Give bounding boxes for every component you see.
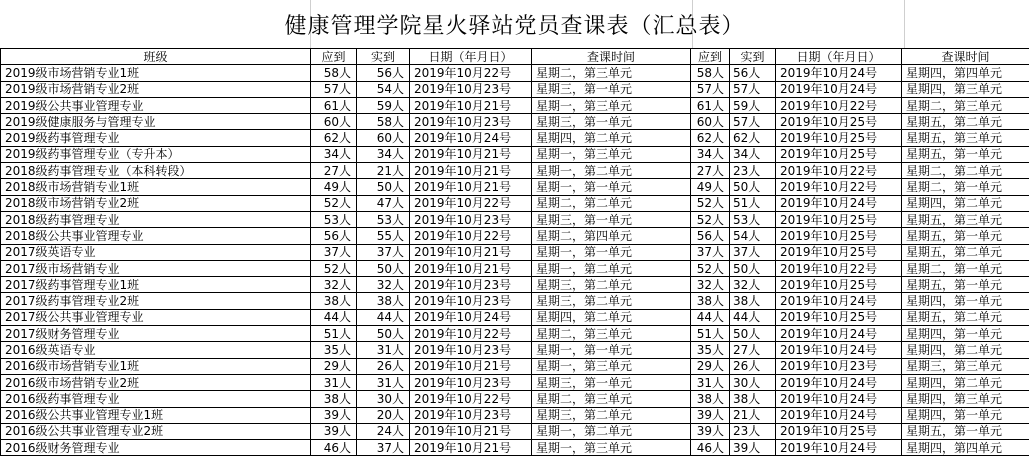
cell-check-time-2[interactable]: 星期四，第二单元: [902, 374, 1029, 390]
cell-expected[interactable]: 31人: [311, 374, 357, 390]
cell-expected-2[interactable]: 38人: [691, 391, 730, 407]
cell-date[interactable]: 2019年10月21号: [410, 163, 532, 179]
cell-actual-2[interactable]: 51人: [730, 195, 776, 211]
cell-expected-2[interactable]: 37人: [691, 244, 730, 260]
table-row: [1, 97, 1029, 113]
cell-check-time-2[interactable]: 星期五，第一单元: [902, 423, 1029, 439]
cell-actual-2[interactable]: 57人: [730, 114, 776, 130]
cell-actual[interactable]: 59人: [357, 97, 410, 113]
cell-actual[interactable]: 56人: [357, 65, 410, 81]
table-row: [1, 211, 1029, 227]
cell-date-2[interactable]: 2019年10月22号: [776, 260, 902, 276]
table-row: [1, 358, 1029, 374]
cell-date[interactable]: 2019年10月21号: [410, 146, 532, 162]
cell-actual[interactable]: 54人: [357, 81, 410, 97]
cell-expected[interactable]: 39人: [311, 407, 357, 423]
cell-check-time-2[interactable]: 星期二，第一单元: [902, 260, 1029, 276]
cell-check-time-2[interactable]: 星期五，第二单元: [902, 309, 1029, 325]
cell-expected[interactable]: 60人: [311, 114, 357, 130]
cell-actual-2[interactable]: 23人: [730, 423, 776, 439]
cell-date[interactable]: 2019年10月23号: [410, 277, 532, 293]
cell-expected-2[interactable]: 52人: [691, 211, 730, 227]
cell-check-time-2[interactable]: 星期四，第三单元: [902, 391, 1029, 407]
cell-expected-2[interactable]: 38人: [691, 293, 730, 309]
cell-check-time-2[interactable]: 星期四，第二单元: [902, 195, 1029, 211]
cell-expected-2[interactable]: 39人: [691, 407, 730, 423]
cell-date-2[interactable]: 2019年10月25号: [776, 114, 902, 130]
cell-class[interactable]: 2018级公共事业管理专业: [1, 228, 311, 244]
cell-date[interactable]: 2019年10月23号: [410, 407, 532, 423]
header-actual-2[interactable]: 实到: [730, 49, 776, 65]
cell-expected-2[interactable]: 62人: [691, 130, 730, 146]
cell-check-time-2[interactable]: 星期二，第三单元: [902, 97, 1029, 113]
cell-date[interactable]: 2019年10月22号: [410, 326, 532, 342]
cell-actual[interactable]: 31人: [357, 342, 410, 358]
cell-expected[interactable]: 49人: [311, 179, 357, 195]
cell-class[interactable]: 2017级英语专业: [1, 244, 311, 260]
cell-class[interactable]: 2016级市场营销专业2班: [1, 374, 311, 390]
table-row: [1, 374, 1029, 390]
cell-expected-2[interactable]: 60人: [691, 114, 730, 130]
table-row: [1, 309, 1029, 325]
cell-actual[interactable]: 44人: [357, 309, 410, 325]
cell-actual-2[interactable]: 39人: [730, 440, 776, 456]
cell-actual[interactable]: 34人: [357, 146, 410, 162]
header-date[interactable]: 日期（年月日）: [410, 49, 532, 65]
table-row: [1, 195, 1029, 211]
cell-class[interactable]: 2019级药事管理专业: [1, 130, 311, 146]
cell-expected-2[interactable]: 52人: [691, 260, 730, 276]
cell-check-time-2[interactable]: 星期四，第四单元: [902, 65, 1029, 81]
cell-check-time[interactable]: 星期四，第二单元: [532, 309, 691, 325]
cell-expected[interactable]: 34人: [311, 146, 357, 162]
cell-class[interactable]: 2017级药事管理专业2班: [1, 293, 311, 309]
cell-expected[interactable]: 53人: [311, 211, 357, 227]
sheet-title: 健康管理学院星火驿站党员查课表（汇总表）: [0, 0, 1029, 49]
cell-actual[interactable]: 55人: [357, 228, 410, 244]
cell-date[interactable]: 2019年10月22号: [410, 391, 532, 407]
cell-check-time-2[interactable]: 星期四，第四单元: [902, 440, 1029, 456]
cell-actual[interactable]: 60人: [357, 130, 410, 146]
cell-actual-2[interactable]: 38人: [730, 391, 776, 407]
cell-date[interactable]: 2019年10月23号: [410, 374, 532, 390]
cell-actual-2[interactable]: 27人: [730, 342, 776, 358]
cell-actual-2[interactable]: 23人: [730, 163, 776, 179]
cell-expected-2[interactable]: 51人: [691, 326, 730, 342]
cell-check-time-2[interactable]: 星期五，第一单元: [902, 146, 1029, 162]
cell-check-time[interactable]: 星期一，第三单元: [532, 146, 691, 162]
cell-expected[interactable]: 46人: [311, 440, 357, 456]
cell-expected[interactable]: 51人: [311, 326, 357, 342]
cell-expected-2[interactable]: 52人: [691, 195, 730, 211]
cell-date-2[interactable]: 2019年10月25号: [776, 228, 902, 244]
cell-check-time[interactable]: 星期一，第二单元: [532, 260, 691, 276]
cell-date[interactable]: 2019年10月22号: [410, 195, 532, 211]
table-body: [1, 65, 1029, 456]
cell-actual[interactable]: 32人: [357, 277, 410, 293]
cell-check-time[interactable]: 星期三，第一单元: [532, 81, 691, 97]
cell-actual-2[interactable]: 21人: [730, 407, 776, 423]
cell-expected[interactable]: 44人: [311, 309, 357, 325]
table-row: [1, 130, 1029, 146]
cell-check-time-2[interactable]: 星期二，第二单元: [902, 163, 1029, 179]
cell-class[interactable]: 2016级市场营销专业1班: [1, 358, 311, 374]
cell-check-time-2[interactable]: 星期五，第一单元: [902, 277, 1029, 293]
table-header-row: [1, 49, 1029, 65]
cell-date[interactable]: 2019年10月23号: [410, 342, 532, 358]
cell-date-2[interactable]: 2019年10月25号: [776, 309, 902, 325]
cell-date[interactable]: 2019年10月23号: [410, 114, 532, 130]
header-check-time[interactable]: 查课时间: [532, 49, 691, 65]
table-row: [1, 260, 1029, 276]
cell-date-2[interactable]: 2019年10月24号: [776, 81, 902, 97]
cell-expected[interactable]: 38人: [311, 391, 357, 407]
cell-actual-2[interactable]: 26人: [730, 358, 776, 374]
cell-date[interactable]: 2019年10月21号: [410, 179, 532, 195]
cell-actual-2[interactable]: 44人: [730, 309, 776, 325]
cell-actual-2[interactable]: 38人: [730, 293, 776, 309]
cell-expected-2[interactable]: 44人: [691, 309, 730, 325]
cell-check-time-2[interactable]: 星期四，第一单元: [902, 407, 1029, 423]
cell-class[interactable]: 2016级药事管理专业: [1, 391, 311, 407]
cell-actual-2[interactable]: 37人: [730, 244, 776, 260]
cell-class[interactable]: 2018级药事管理专业: [1, 211, 311, 227]
cell-date-2[interactable]: 2019年10月24号: [776, 65, 902, 81]
cell-check-time[interactable]: 星期三，第二单元: [532, 293, 691, 309]
cell-expected-2[interactable]: 35人: [691, 342, 730, 358]
cell-class[interactable]: 2017级财务管理专业: [1, 326, 311, 342]
cell-actual[interactable]: 53人: [357, 211, 410, 227]
cell-check-time[interactable]: 星期三，第一单元: [532, 211, 691, 227]
cell-check-time[interactable]: 星期二，第三单元: [532, 391, 691, 407]
cell-actual-2[interactable]: 34人: [730, 146, 776, 162]
cell-date-2[interactable]: 2019年10月24号: [776, 440, 902, 456]
header-expected-2[interactable]: 应到: [691, 49, 730, 65]
cell-actual-2[interactable]: 30人: [730, 374, 776, 390]
table-row: [1, 179, 1029, 195]
cell-date[interactable]: 2019年10月24号: [410, 309, 532, 325]
cell-class[interactable]: 2019级市场营销专业1班: [1, 65, 311, 81]
table-row: [1, 277, 1029, 293]
cell-check-time-2[interactable]: 星期五，第三单元: [902, 130, 1029, 146]
cell-expected-2[interactable]: 39人: [691, 423, 730, 439]
cell-actual[interactable]: 50人: [357, 260, 410, 276]
cell-expected-2[interactable]: 46人: [691, 440, 730, 456]
cell-class[interactable]: 2016级英语专业: [1, 342, 311, 358]
cell-date[interactable]: 2019年10月22号: [410, 228, 532, 244]
cell-expected-2[interactable]: 49人: [691, 179, 730, 195]
table-row: [1, 440, 1029, 456]
cell-class[interactable]: 2018级市场营销专业1班: [1, 179, 311, 195]
cell-date[interactable]: 2019年10月21号: [410, 440, 532, 456]
cell-date-2[interactable]: 2019年10月24号: [776, 195, 902, 211]
table-row: [1, 146, 1029, 162]
cell-class[interactable]: 2018级药事管理专业（本科转段）: [1, 163, 311, 179]
cell-expected-2[interactable]: 27人: [691, 163, 730, 179]
table-row: [1, 114, 1029, 130]
cell-date[interactable]: 2019年10月21号: [410, 244, 532, 260]
cell-check-time[interactable]: 星期三，第一单元: [532, 114, 691, 130]
cell-check-time[interactable]: 星期一，第二单元: [532, 423, 691, 439]
cell-actual[interactable]: 21人: [357, 163, 410, 179]
cell-check-time[interactable]: 星期三，第一单元: [532, 374, 691, 390]
cell-expected[interactable]: 58人: [311, 65, 357, 81]
cell-date-2[interactable]: 2019年10月22号: [776, 97, 902, 113]
table-row: [1, 423, 1029, 439]
cell-class[interactable]: 2019级药事管理专业（专升本）: [1, 146, 311, 162]
cell-check-time[interactable]: 星期三，第二单元: [532, 277, 691, 293]
cell-actual-2[interactable]: 50人: [730, 179, 776, 195]
cell-expected-2[interactable]: 58人: [691, 65, 730, 81]
cell-expected[interactable]: 32人: [311, 277, 357, 293]
cell-actual[interactable]: 26人: [357, 358, 410, 374]
cell-expected[interactable]: 39人: [311, 423, 357, 439]
cell-check-time[interactable]: 星期三，第二单元: [532, 407, 691, 423]
cell-check-time[interactable]: 星期一，第三单元: [532, 97, 691, 113]
cell-actual[interactable]: 37人: [357, 244, 410, 260]
cell-date[interactable]: 2019年10月21号: [410, 260, 532, 276]
cell-date[interactable]: 2019年10月21号: [410, 97, 532, 113]
table-row: [1, 228, 1029, 244]
cell-actual-2[interactable]: 54人: [730, 228, 776, 244]
cell-expected[interactable]: 52人: [311, 260, 357, 276]
cell-check-time[interactable]: 星期一，第一单元: [532, 244, 691, 260]
cell-class[interactable]: 2017级药事管理专业1班: [1, 277, 311, 293]
cell-date[interactable]: 2019年10月22号: [410, 65, 532, 81]
cell-check-time[interactable]: 星期一，第一单元: [532, 342, 691, 358]
cell-expected[interactable]: 62人: [311, 130, 357, 146]
cell-date-2[interactable]: 2019年10月24号: [776, 293, 902, 309]
cell-expected-2[interactable]: 34人: [691, 146, 730, 162]
cell-class[interactable]: 2019级公共事业管理专业: [1, 97, 311, 113]
cell-date-2[interactable]: 2019年10月22号: [776, 179, 902, 195]
cell-actual-2[interactable]: 50人: [730, 260, 776, 276]
cell-expected[interactable]: 35人: [311, 342, 357, 358]
table-row: [1, 293, 1029, 309]
cell-actual-2[interactable]: 53人: [730, 211, 776, 227]
cell-class[interactable]: 2017级公共事业管理专业: [1, 309, 311, 325]
cell-actual-2[interactable]: 56人: [730, 65, 776, 81]
cell-expected[interactable]: 52人: [311, 195, 357, 211]
cell-actual[interactable]: 50人: [357, 179, 410, 195]
cell-class[interactable]: 2016级公共事业管理专业1班: [1, 407, 311, 423]
cell-date-2[interactable]: 2019年10月23号: [776, 358, 902, 374]
table-row: [1, 65, 1029, 81]
cell-check-time[interactable]: 星期二，第三单元: [532, 65, 691, 81]
cell-date-2[interactable]: 2019年10月25号: [776, 130, 902, 146]
cell-class[interactable]: 2017级市场营销专业: [1, 260, 311, 276]
cell-class[interactable]: 2016级公共事业管理专业2班: [1, 423, 311, 439]
cell-check-time-2[interactable]: 星期四，第三单元: [902, 81, 1029, 97]
cell-actual[interactable]: 20人: [357, 407, 410, 423]
cell-class[interactable]: 2018级市场营销专业2班: [1, 195, 311, 211]
cell-check-time-2[interactable]: 星期二，第一单元: [902, 179, 1029, 195]
cell-actual-2[interactable]: 57人: [730, 81, 776, 97]
table-row: [1, 391, 1029, 407]
table-row: [1, 407, 1029, 423]
cell-check-time-2[interactable]: 星期五，第二单元: [902, 114, 1029, 130]
cell-expected-2[interactable]: 32人: [691, 277, 730, 293]
cell-date[interactable]: 2019年10月24号: [410, 130, 532, 146]
cell-actual-2[interactable]: 32人: [730, 277, 776, 293]
cell-check-time-2[interactable]: 星期四，第一单元: [902, 293, 1029, 309]
cell-check-time[interactable]: 星期一，第一单元: [532, 179, 691, 195]
cell-date[interactable]: 2019年10月21号: [410, 423, 532, 439]
cell-actual[interactable]: 58人: [357, 114, 410, 130]
cell-expected-2[interactable]: 56人: [691, 228, 730, 244]
table-row: [1, 81, 1029, 97]
header-class[interactable]: 班级: [1, 49, 311, 65]
cell-actual[interactable]: 31人: [357, 374, 410, 390]
header-check-time-2[interactable]: 查课时间: [902, 49, 1029, 65]
cell-check-time-2[interactable]: 星期五，第二单元: [902, 244, 1029, 260]
cell-expected[interactable]: 57人: [311, 81, 357, 97]
cell-expected-2[interactable]: 31人: [691, 374, 730, 390]
cell-actual-2[interactable]: 59人: [730, 97, 776, 113]
cell-date-2[interactable]: 2019年10月22号: [776, 163, 902, 179]
cell-expected[interactable]: 38人: [311, 293, 357, 309]
cell-check-time[interactable]: 星期二，第三单元: [532, 326, 691, 342]
cell-class[interactable]: 2019级健康服务与管理专业: [1, 114, 311, 130]
cell-date[interactable]: 2019年10月21号: [410, 358, 532, 374]
cell-class[interactable]: 2019级市场营销专业2班: [1, 81, 311, 97]
cell-actual[interactable]: 30人: [357, 391, 410, 407]
cell-check-time[interactable]: 星期二，第四单元: [532, 228, 691, 244]
cell-date-2[interactable]: 2019年10月24号: [776, 374, 902, 390]
cell-expected[interactable]: 29人: [311, 358, 357, 374]
cell-date-2[interactable]: 2019年10月25号: [776, 244, 902, 260]
cell-actual-2[interactable]: 50人: [730, 326, 776, 342]
cell-expected-2[interactable]: 61人: [691, 97, 730, 113]
cell-check-time[interactable]: 星期四，第二单元: [532, 130, 691, 146]
cell-expected[interactable]: 61人: [311, 97, 357, 113]
cell-date-2[interactable]: 2019年10月25号: [776, 423, 902, 439]
cell-expected[interactable]: 37人: [311, 244, 357, 260]
table-row: [1, 326, 1029, 342]
cell-date-2[interactable]: 2019年10月24号: [776, 342, 902, 358]
cell-date-2[interactable]: 2019年10月24号: [776, 326, 902, 342]
cell-date-2[interactable]: 2019年10月25号: [776, 146, 902, 162]
table-row: [1, 342, 1029, 358]
cell-date[interactable]: 2019年10月23号: [410, 293, 532, 309]
header-expected[interactable]: 应到: [311, 49, 357, 65]
cell-check-time[interactable]: 星期一，第二单元: [532, 163, 691, 179]
cell-check-time[interactable]: 星期二，第二单元: [532, 195, 691, 211]
cell-actual[interactable]: 50人: [357, 326, 410, 342]
cell-date-2[interactable]: 2019年10月24号: [776, 391, 902, 407]
cell-check-time[interactable]: 星期一，第三单元: [532, 358, 691, 374]
cell-check-time-2[interactable]: 星期五，第三单元: [902, 211, 1029, 227]
cell-check-time-2[interactable]: 星期五，第一单元: [902, 228, 1029, 244]
cell-actual[interactable]: 37人: [357, 440, 410, 456]
cell-check-time-2[interactable]: 星期四，第二单元: [902, 342, 1029, 358]
cell-date-2[interactable]: 2019年10月25号: [776, 211, 902, 227]
cell-date-2[interactable]: 2019年10月24号: [776, 407, 902, 423]
cell-actual[interactable]: 24人: [357, 423, 410, 439]
header-date-2[interactable]: 日期（年月日）: [776, 49, 902, 65]
cell-actual[interactable]: 38人: [357, 293, 410, 309]
cell-date-2[interactable]: 2019年10月25号: [776, 277, 902, 293]
cell-actual-2[interactable]: 62人: [730, 130, 776, 146]
cell-class[interactable]: 2016级财务管理专业: [1, 440, 311, 456]
table-row: [1, 163, 1029, 179]
cell-date[interactable]: 2019年10月23号: [410, 211, 532, 227]
cell-expected-2[interactable]: 57人: [691, 81, 730, 97]
cell-expected[interactable]: 27人: [311, 163, 357, 179]
cell-expected-2[interactable]: 29人: [691, 358, 730, 374]
cell-check-time[interactable]: 星期一，第三单元: [532, 440, 691, 456]
cell-check-time-2[interactable]: 星期三，第三单元: [902, 358, 1029, 374]
cell-date[interactable]: 2019年10月23号: [410, 81, 532, 97]
cell-expected[interactable]: 56人: [311, 228, 357, 244]
header-actual[interactable]: 实到: [357, 49, 410, 65]
cell-check-time-2[interactable]: 星期四，第一单元: [902, 326, 1029, 342]
table-row: [1, 244, 1029, 260]
cell-actual[interactable]: 47人: [357, 195, 410, 211]
attendance-table: [0, 48, 1029, 456]
